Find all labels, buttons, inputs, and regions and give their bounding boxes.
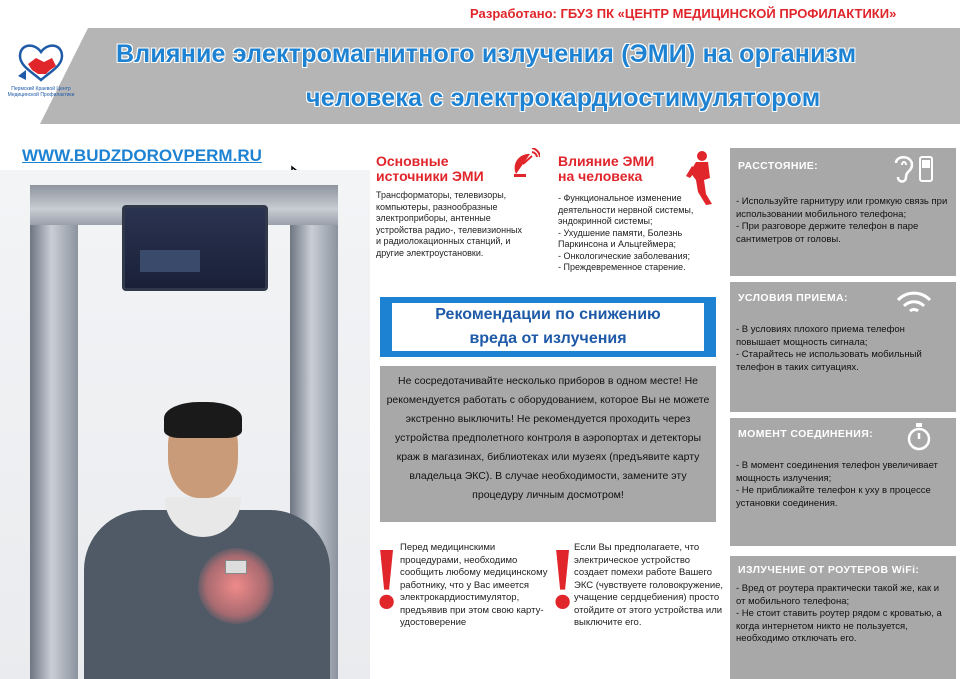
warning-text-right: Если Вы предполагаете, что электрическое устройство создает помехи работе Вашего ЭКС (чувствуете головокружение, учащение сердцебиения) просто отойдите от этого устройства или выключите его. [574,542,724,628]
warning-text-left: Перед медицинскими процедурами, необходимо сообщить любому медицинскому работнику, что у Вас имеется электрокардиостимулятор, предъявив при этом свою карту-удостоверение [400,542,548,628]
sources-text: Трансформаторы, телевизоры, компьютеры, разнообразные электроприборы, антенные устройства радио-, телевизионных и радиолокационных станций, и другие электроустановки. [376,190,523,258]
exclamation-icon: ! [548,531,578,628]
effects-list [558,193,718,274]
connection-item: - Не приближайте телефон к уху в процессе установки соединения. [736,485,931,509]
sources-heading-line1: Основные [376,153,449,169]
recommendations-heading-line2: вреда от излучения [469,330,627,347]
effects-item: - Преждевременное старение. [558,262,686,272]
effects-heading-line2: на человека [558,168,643,184]
reception-item: - В условиях плохого приема телефон повышает мощность сигнала; [736,324,905,348]
connection-text [736,460,950,510]
effects-heading-line1: Влияние ЭМИ [558,153,655,169]
person-hair [164,402,242,438]
router-item: - Не стоит ставить роутер рядом с кроватью, а когда интернетом никто не пользуется, необходимо отключать его. [736,608,942,644]
satellite-dish-icon [510,148,540,178]
ear-phone-icon [890,153,936,185]
router-heading: ИЗЛУЧЕНИЕ ОТ РОУТЕРОВ WiFi: [738,564,920,576]
sources-heading-line2: источники ЭМИ [376,168,484,184]
developer-credit: Разработано: ГБУЗ ПК «ЦЕНТР МЕДИЦИНСКОЙ ПРОФИЛАКТИКИ» [470,6,897,21]
wifi-signal-icon [896,290,932,316]
distance-item: - При разговоре держите телефон в паре сантиметров от головы. [736,221,919,245]
logo-caption: Пермский Краевой Центр Медицинской Профилактики [7,86,75,98]
router-text [736,583,950,646]
effects-item: - Ухудшение памяти, Болезнь Паркинсона и Альцгеймера; [558,227,683,249]
distance-text [736,196,950,246]
effects-item: - Онкологические заболевания; [558,250,691,261]
effects-item: - Функциональное изменение деятельности нервной системы, эндокринной системы; [558,193,694,226]
connection-item: - В момент соединения телефон увеличивает мощность излучения; [736,460,938,484]
recommendations-heading-line1: Рекомендации по снижению [435,306,661,323]
recommendations-heading [392,303,704,351]
page-title-line1: Влияние электромагнитного излучения (ЭМИ) на организм [116,40,857,68]
metal-detector-control-unit [122,205,268,291]
reception-text [736,324,950,374]
website-link[interactable]: WWW.BUDZDOROVPERM.RU [22,146,262,165]
exclamation-icon: ! [372,531,402,628]
control-unit-display [140,250,200,272]
person-badge [225,560,247,574]
stopwatch-icon [906,422,932,452]
page-title-line2: человека с электрокардиостимулятором [306,84,821,112]
connection-heading: МОМЕНТ СОЕДИНЕНИЯ: [738,428,874,440]
effects-heading [558,154,688,184]
distance-heading: РАССТОЯНИЕ: [738,160,819,172]
reception-item: - Старайтесь не использовать мобильный телефон в таких ситуациях. [736,349,922,373]
router-item: - Вред от роутера практически такой же, как и от мобильного телефона; [736,583,940,607]
distance-item: - Используйте гарнитуру или громкую связь при использовании мобильного телефона; [736,196,948,220]
reception-heading: УСЛОВИЯ ПРИЕМА: [738,292,848,304]
metal-detector-left-pillar [30,185,78,679]
recommendations-text: Не сосредотачивайте несколько приборов в одном месте! Не рекомендуется работать с оборудованием, которое Вы не можете экстренно выключить! Не рекомендуется проходить через устройства предполетного контроля в аэропортах и детекторы краж в магазинах, библиотеках или музеях (предъявите карту владельца ЭКС). В случае необходимости, замените эту процедуру личным досмотром! [386,375,710,501]
sources-heading [376,154,526,184]
